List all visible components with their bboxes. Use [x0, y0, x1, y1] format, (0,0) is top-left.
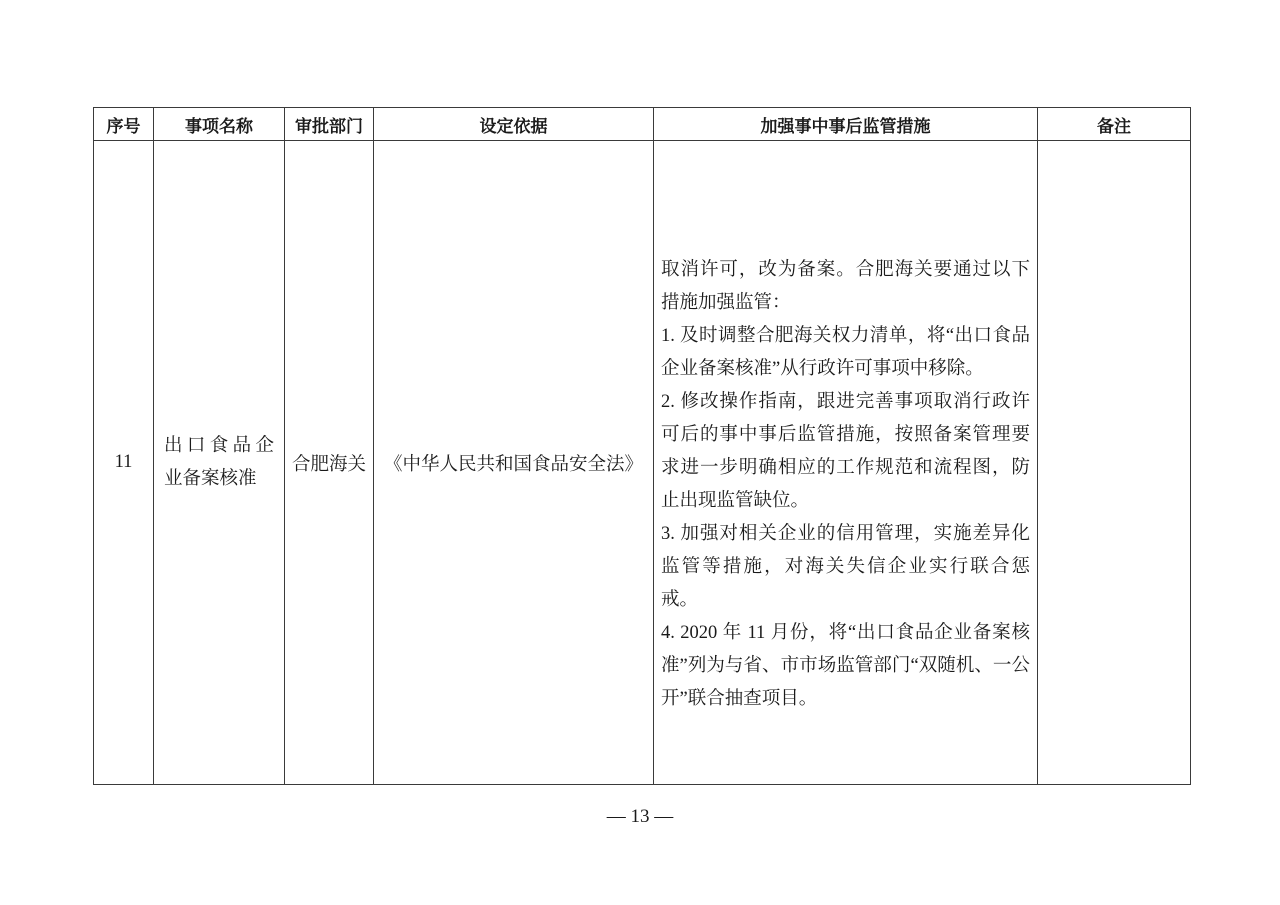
page-number: — 13 — [606, 806, 674, 827]
cell-measures [654, 141, 1038, 785]
measures-item-3: 3. 加强对相关企业的信用管理，实施差异化监管等措施，对海关失信企业实行联合惩戒。 [661, 523, 1030, 610]
header-measures: 加强事中事后监管措施 [654, 108, 1038, 141]
header-basis: 设定依据 [374, 108, 654, 141]
header-department: 审批部门 [285, 108, 374, 141]
cell-remark [1038, 141, 1191, 785]
measures-intro-paragraph: 取消许可，改为备案。合肥海关要通过以下措施加强监管： [661, 259, 1030, 313]
header-remark: 备注 [1038, 108, 1191, 141]
measures-item-2: 2. 修改操作指南，跟进完善事项取消行政许可后的事中事后监管措施，按照备案管理要求进一步明确相应的工作规范和流程图，防止出现监管缺位。 [661, 391, 1030, 511]
regulation-table [93, 107, 1191, 785]
cell-basis: 《中华人民共和国食品安全法》 [374, 141, 654, 785]
cell-department: 合肥海关 [285, 141, 374, 785]
cell-seq: 11 [94, 141, 154, 785]
measures-item-1: 1. 及时调整合肥海关权力清单，将“出口食品企业备案核准”从行政许可事项中移除。 [661, 325, 1030, 379]
table-row [94, 141, 1191, 785]
header-seq: 序号 [94, 108, 154, 141]
table-header-row [94, 108, 1191, 141]
cell-item-name: 出口食品企业备案核准 [154, 141, 285, 785]
header-item-name: 事项名称 [154, 108, 285, 141]
measures-item-4: 4. 2020 年 11 月份，将“出口食品企业备案核准”列为与省、市市场监管部门“双随机、一公开”联合抽查项目。 [661, 622, 1030, 709]
